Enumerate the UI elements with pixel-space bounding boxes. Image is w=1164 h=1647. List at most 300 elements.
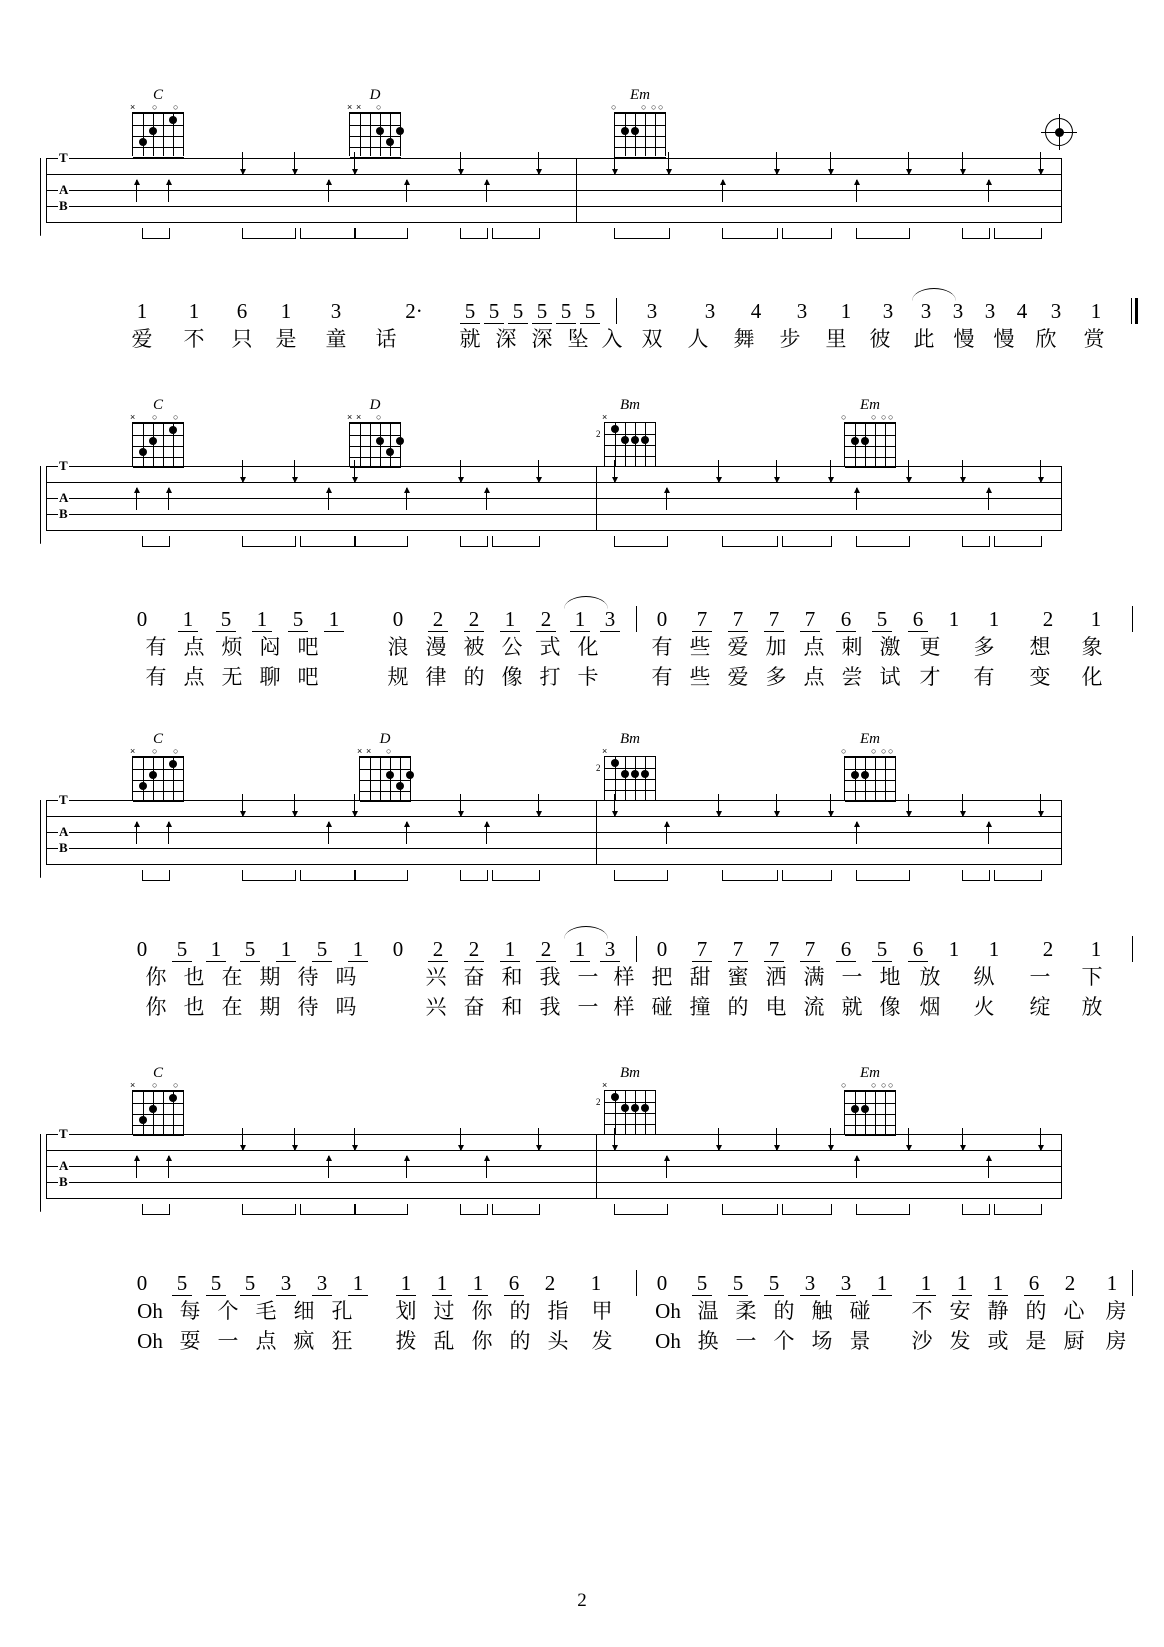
note-number: 7 — [764, 938, 784, 962]
lyric-char: 加 — [765, 635, 787, 659]
lyric-char: 蜜 — [727, 965, 749, 989]
chord-name: D — [369, 87, 381, 103]
chord-diagram-c-3 — [128, 732, 188, 800]
lyric-char: 疯 — [293, 1329, 315, 1353]
lyric-char: 沙 — [911, 1329, 933, 1353]
system-2-left-brace — [40, 466, 41, 544]
lyric-char: 的 — [1025, 1299, 1047, 1323]
chord-name: Em — [860, 731, 880, 747]
note-number: 3 — [646, 299, 658, 323]
lyric-char: 被 — [463, 635, 485, 659]
lyric-char: 有 — [651, 635, 673, 659]
lyric-row-3b — [46, 994, 1103, 1024]
chord-diagram-bm-1 — [596, 397, 660, 466]
note-number: 1 — [280, 299, 292, 323]
note-number: 2 — [1042, 607, 1054, 631]
note-number: 7 — [800, 938, 820, 962]
lyric-char: 地 — [879, 965, 901, 989]
chord-open-mute-marks: ○ ○ ○ ○ — [841, 1080, 894, 1090]
note-number: 5 — [240, 938, 260, 962]
lyric-char: 就 — [841, 995, 863, 1019]
note-number: 3 — [330, 299, 342, 323]
note-number: 1 — [500, 608, 520, 632]
lyric-char: 的 — [509, 1329, 531, 1353]
lyric-char: 点 — [803, 635, 825, 659]
note-number: 5 — [484, 300, 504, 324]
note-number: 5 — [240, 1272, 260, 1296]
lyric-char: 下 — [1081, 965, 1103, 989]
tab-label-t: T — [59, 792, 68, 807]
lyric-char: 指 — [547, 1299, 569, 1323]
lyric-char: 尝 — [841, 665, 863, 689]
tab-label-b: B — [59, 1174, 68, 1189]
note-number: 5 — [460, 300, 480, 324]
lyric-char: 温 — [697, 1299, 719, 1323]
note-number-row-3 — [46, 937, 1102, 964]
lyric-row-4b — [46, 1328, 1127, 1358]
lyric-char: 把 — [651, 965, 673, 989]
note-number: 3 — [952, 299, 964, 323]
note-number: 5 — [764, 1272, 784, 1296]
note-number: 7 — [764, 608, 784, 632]
chord-name: C — [152, 1065, 163, 1081]
measure-barline — [636, 606, 637, 632]
lyric-char: 一 — [577, 965, 599, 989]
lyric-char: 人 — [687, 327, 709, 351]
chord-grid — [596, 1090, 656, 1134]
note-number: 0 — [656, 937, 668, 961]
chord-name: D — [369, 397, 381, 413]
lyric-char: 奋 — [463, 995, 485, 1019]
tab-label-b: B — [59, 198, 68, 213]
system-3-left-brace — [40, 800, 41, 878]
lyric-word: Oh — [655, 1299, 681, 1323]
note-number: 1 — [988, 1272, 1008, 1296]
lyric-char: 多 — [973, 635, 995, 659]
lyric-char: 你 — [145, 995, 167, 1019]
lyric-char: 双 — [641, 327, 663, 351]
note-number: 5 — [172, 938, 192, 962]
lyric-char: 我 — [539, 965, 561, 989]
note-number: 1 — [206, 938, 226, 962]
lyric-char: 彼 — [869, 327, 891, 351]
note-number: 2· — [405, 299, 423, 323]
lyric-char: 不 — [911, 1299, 933, 1323]
lyric-char: 样 — [613, 995, 635, 1019]
lyric-char: 爱 — [131, 327, 153, 351]
note-number: 1 — [348, 1272, 368, 1296]
lyric-char: 吗 — [335, 995, 357, 1019]
chord-diagram-bm-3 — [596, 1065, 660, 1134]
system-4-left-brace — [40, 1134, 41, 1212]
chord-name: Bm — [620, 1065, 640, 1081]
lyric-char: 在 — [221, 995, 243, 1019]
note-number: 6 — [1024, 1272, 1044, 1296]
tab-label-b: B — [59, 506, 68, 521]
lyric-char: 场 — [811, 1329, 833, 1353]
lyric-char: 烟 — [919, 995, 941, 1019]
lyric-char: 待 — [297, 965, 319, 989]
lyric-char: 点 — [183, 635, 205, 659]
lyric-char: 化 — [577, 635, 599, 659]
note-number: 7 — [728, 608, 748, 632]
lyric-char: 童 — [325, 327, 347, 351]
lyric-char: 满 — [803, 965, 825, 989]
chord-diagram-d-1 — [345, 88, 405, 156]
lyric-row-2a — [46, 634, 1103, 664]
lyric-char: 一 — [577, 995, 599, 1019]
lyric-char: 变 — [1029, 665, 1051, 689]
lyric-char: 有 — [145, 665, 167, 689]
lyric-char: 放 — [1081, 995, 1103, 1019]
chord-grid — [844, 422, 896, 466]
tab-staff-4 — [46, 1126, 1062, 1200]
note-number: 2 — [1064, 1271, 1076, 1295]
lyric-char: 爱 — [727, 635, 749, 659]
lyric-char: 过 — [433, 1299, 455, 1323]
chord-diagram-em-4 — [840, 1066, 900, 1134]
measure-barline — [636, 936, 637, 962]
note-number: 2 — [544, 1271, 556, 1295]
chord-grid — [349, 112, 401, 156]
note-number: 4 — [750, 299, 762, 323]
note-number: 0 — [136, 607, 148, 631]
chord-diagram-em-1 — [610, 88, 670, 156]
lyric-char: 里 — [825, 327, 847, 351]
lyric-char: 兴 — [425, 965, 447, 989]
measure-barline — [1132, 1270, 1133, 1296]
lyric-char: 入 — [601, 327, 623, 351]
lyric-char: 是 — [275, 327, 297, 351]
lyric-char: 试 — [879, 665, 901, 689]
double-barline — [1131, 298, 1138, 324]
chord-diagram-c-4 — [128, 1066, 188, 1134]
note-number: 5 — [508, 300, 528, 324]
lyric-char: 撞 — [689, 995, 711, 1019]
lyric-char: 只 — [231, 327, 253, 351]
chord-open-mute-marks: × — [602, 746, 608, 756]
lyric-char: 烦 — [221, 635, 243, 659]
lyric-char: 心 — [1063, 1299, 1085, 1323]
lyric-char: 无 — [221, 665, 243, 689]
note-number: 5 — [172, 1272, 192, 1296]
lyric-word: Oh — [655, 1329, 681, 1353]
registration-mark — [1045, 118, 1073, 146]
note-number-row-2 — [46, 607, 1102, 634]
lyric-char: 一 — [1029, 965, 1051, 989]
lyric-char: 深 — [531, 327, 553, 351]
note-number: 1 — [1090, 937, 1102, 961]
note-number: 5 — [206, 1272, 226, 1296]
note-number: 1 — [840, 299, 852, 323]
lyric-char: 你 — [471, 1299, 493, 1323]
tie-slur — [564, 926, 608, 939]
lyric-char: 公 — [501, 635, 523, 659]
chord-diagram-d-2 — [345, 398, 405, 466]
note-number: 1 — [136, 299, 148, 323]
note-number: 1 — [952, 1272, 972, 1296]
lyric-char: 想 — [1029, 635, 1051, 659]
note-number: 1 — [988, 607, 1000, 631]
lyric-word: Oh — [137, 1329, 163, 1353]
chord-open-mute-marks: × ○ ○ — [130, 1080, 179, 1090]
chord-name: D — [379, 731, 391, 747]
note-number: 0 — [136, 937, 148, 961]
note-number: 3 — [984, 299, 996, 323]
note-number: 1 — [570, 938, 590, 962]
lyric-char: 浪 — [387, 635, 409, 659]
lyric-row-1a — [46, 326, 1105, 356]
lyric-char: 点 — [255, 1329, 277, 1353]
lyric-char: 电 — [765, 995, 787, 1019]
lyric-char: 你 — [145, 965, 167, 989]
note-number: 7 — [800, 608, 820, 632]
lyric-char: 甜 — [689, 965, 711, 989]
lyric-char: 也 — [183, 995, 205, 1019]
note-number: 3 — [704, 299, 716, 323]
lyric-char: 象 — [1081, 635, 1103, 659]
chord-diagram-d-3 — [355, 732, 415, 800]
tie-slur — [912, 288, 956, 301]
note-number: 3 — [920, 299, 932, 323]
lyric-char: 是 — [1025, 1329, 1047, 1353]
chord-grid — [349, 422, 401, 466]
note-number: 0 — [136, 1271, 148, 1295]
chord-grid — [359, 756, 411, 800]
chord-grid — [596, 422, 656, 466]
lyric-char: 打 — [539, 665, 561, 689]
lyric-char: 你 — [471, 1329, 493, 1353]
lyric-char: 规 — [387, 665, 409, 689]
note-number: 3 — [800, 1272, 820, 1296]
lyric-char: 些 — [689, 665, 711, 689]
lyric-char: 律 — [425, 665, 447, 689]
system-1-left-brace — [40, 158, 41, 236]
lyric-char: 划 — [395, 1299, 417, 1323]
lyric-char: 有 — [145, 635, 167, 659]
lyric-char: 刺 — [841, 635, 863, 659]
chord-grid — [844, 1090, 896, 1134]
note-number: 2 — [464, 938, 484, 962]
lyric-char: 爱 — [727, 665, 749, 689]
note-number-row-4 — [46, 1271, 1118, 1298]
lyric-char: 细 — [293, 1299, 315, 1323]
chord-open-mute-marks: ○ ○ ○ ○ — [611, 102, 664, 112]
fret-number: 2 — [596, 763, 601, 773]
chord-open-mute-marks: × × ○ — [357, 746, 392, 756]
lyric-char: 静 — [987, 1299, 1009, 1323]
tab-label-a: A — [59, 1158, 69, 1173]
measure-barline — [616, 298, 617, 324]
tab-label-b: B — [59, 840, 68, 855]
lyric-char: 才 — [919, 665, 941, 689]
lyric-char: 的 — [463, 665, 485, 689]
tie-slur — [564, 596, 608, 609]
chord-diagram-em-2 — [840, 398, 900, 466]
lyric-char: 吧 — [297, 635, 319, 659]
note-number: 5 — [872, 608, 892, 632]
note-number: 1 — [872, 1272, 892, 1296]
lyric-char: 乱 — [433, 1329, 455, 1353]
chord-grid — [132, 112, 184, 156]
lyric-char: 安 — [949, 1299, 971, 1323]
lyric-char: 狂 — [331, 1329, 353, 1353]
note-number: 1 — [1106, 1271, 1118, 1295]
chord-grid — [844, 756, 896, 800]
tab-label-a: A — [59, 490, 69, 505]
lyric-char: 赏 — [1083, 327, 1105, 351]
tab-staff-2 — [46, 458, 1062, 532]
lyric-char: 不 — [183, 327, 205, 351]
lyric-char: 火 — [973, 995, 995, 1019]
lyric-char: 发 — [949, 1329, 971, 1353]
tab-label-t: T — [59, 150, 68, 165]
chord-name: C — [152, 731, 163, 747]
lyric-char: 漫 — [425, 635, 447, 659]
note-number: 6 — [504, 1272, 524, 1296]
note-number: 3 — [1050, 299, 1062, 323]
lyric-char: 甲 — [591, 1299, 613, 1323]
note-number: 5 — [728, 1272, 748, 1296]
note-number: 7 — [692, 938, 712, 962]
lyric-char: 期 — [259, 995, 281, 1019]
lyric-char: 欣 — [1035, 327, 1057, 351]
note-number: 1 — [948, 607, 960, 631]
lyric-char: 景 — [849, 1329, 871, 1353]
note-number: 1 — [590, 1271, 602, 1295]
lyric-char: 激 — [879, 635, 901, 659]
chord-name: Em — [860, 1065, 880, 1081]
fret-number: 2 — [596, 429, 601, 439]
measure-barline — [636, 1270, 637, 1296]
note-number: 1 — [188, 299, 200, 323]
note-number: 6 — [836, 608, 856, 632]
lyric-char: 换 — [697, 1329, 719, 1353]
note-number: 3 — [796, 299, 808, 323]
note-number: 1 — [948, 937, 960, 961]
chord-grid — [132, 422, 184, 466]
note-number-row-1 — [46, 299, 1102, 326]
note-number: 1 — [324, 608, 344, 632]
lyric-char: 奋 — [463, 965, 485, 989]
note-number: 3 — [312, 1272, 332, 1296]
lyric-char: 待 — [297, 995, 319, 1019]
note-number: 5 — [312, 938, 332, 962]
lyric-char: 发 — [591, 1329, 613, 1353]
chord-name: Bm — [620, 397, 640, 413]
lyric-char: 和 — [501, 965, 523, 989]
note-number: 0 — [656, 607, 668, 631]
note-number: 5 — [288, 608, 308, 632]
lyric-char: 式 — [539, 635, 561, 659]
note-number: 1 — [252, 608, 272, 632]
note-number: 2 — [536, 608, 556, 632]
lyric-char: 兴 — [425, 995, 447, 1019]
lyric-char: 也 — [183, 965, 205, 989]
lyric-char: 有 — [651, 665, 673, 689]
lyric-char: 纵 — [973, 965, 995, 989]
lyric-char: 柔 — [735, 1299, 757, 1323]
lyric-char: 头 — [547, 1329, 569, 1353]
lyric-char: 吗 — [335, 965, 357, 989]
lyric-char: 一 — [735, 1329, 757, 1353]
note-number: 1 — [500, 938, 520, 962]
note-number: 2 — [1042, 937, 1054, 961]
lyric-char: 点 — [803, 665, 825, 689]
note-number: 6 — [908, 608, 928, 632]
lyric-char: 慢 — [993, 327, 1015, 351]
lyric-char: 慢 — [953, 327, 975, 351]
lyric-char: 化 — [1081, 665, 1103, 689]
lyric-char: 房 — [1105, 1329, 1127, 1353]
chord-grid — [596, 756, 656, 800]
lyric-block-3 — [46, 937, 1103, 1024]
registration-dot — [1055, 128, 1064, 137]
note-number: 2 — [428, 608, 448, 632]
lyric-char: 些 — [689, 635, 711, 659]
note-number: 0 — [656, 1271, 668, 1295]
chord-open-mute-marks: × × ○ — [347, 412, 382, 422]
note-number: 1 — [348, 938, 368, 962]
measure-barline — [1132, 606, 1133, 632]
lyric-char: 样 — [613, 965, 635, 989]
lyric-char: 绽 — [1029, 995, 1051, 1019]
note-number: 6 — [836, 938, 856, 962]
tab-staff-1 — [46, 150, 1062, 224]
lyric-char: 或 — [987, 1329, 1009, 1353]
lyric-char: 的 — [509, 1299, 531, 1323]
lyric-char: 像 — [501, 665, 523, 689]
lyric-row-2b — [46, 664, 1103, 694]
chord-grid — [132, 1090, 184, 1134]
chord-name: Bm — [620, 731, 640, 747]
note-number: 1 — [468, 1272, 488, 1296]
chord-open-mute-marks: × — [602, 412, 608, 422]
lyric-char: 多 — [765, 665, 787, 689]
note-number: 5 — [692, 1272, 712, 1296]
lyric-char: 我 — [539, 995, 561, 1019]
lyric-char: 个 — [773, 1329, 795, 1353]
note-number: 3 — [882, 299, 894, 323]
note-number: 5 — [872, 938, 892, 962]
note-number: 2 — [536, 938, 556, 962]
chord-open-mute-marks: ○ ○ ○ ○ — [841, 746, 894, 756]
lyric-char: 在 — [221, 965, 243, 989]
chord-open-mute-marks: × — [602, 1080, 608, 1090]
note-number: 4 — [1016, 299, 1028, 323]
lyric-char: 坠 — [567, 327, 589, 351]
lyric-char: 点 — [183, 665, 205, 689]
chord-diagram-em-3 — [840, 732, 900, 800]
lyric-char: 舞 — [733, 327, 755, 351]
lyric-char: 毛 — [255, 1299, 277, 1323]
note-number: 5 — [216, 608, 236, 632]
note-number: 3 — [600, 938, 620, 962]
lyric-char: 的 — [773, 1299, 795, 1323]
note-number: 5 — [532, 300, 552, 324]
chord-open-mute-marks: × ○ ○ — [130, 746, 179, 756]
chord-diagram-c-2 — [128, 398, 188, 466]
lyric-char: 拨 — [395, 1329, 417, 1353]
note-number: 2 — [464, 608, 484, 632]
lyric-char: 卡 — [577, 665, 599, 689]
chord-diagram-bm-2 — [596, 731, 660, 800]
note-number: 1 — [432, 1272, 452, 1296]
lyric-char: 就 — [459, 327, 481, 351]
lyric-char: 的 — [727, 995, 749, 1019]
lyric-char: 房 — [1105, 1299, 1127, 1323]
lyric-char: 闷 — [259, 635, 281, 659]
